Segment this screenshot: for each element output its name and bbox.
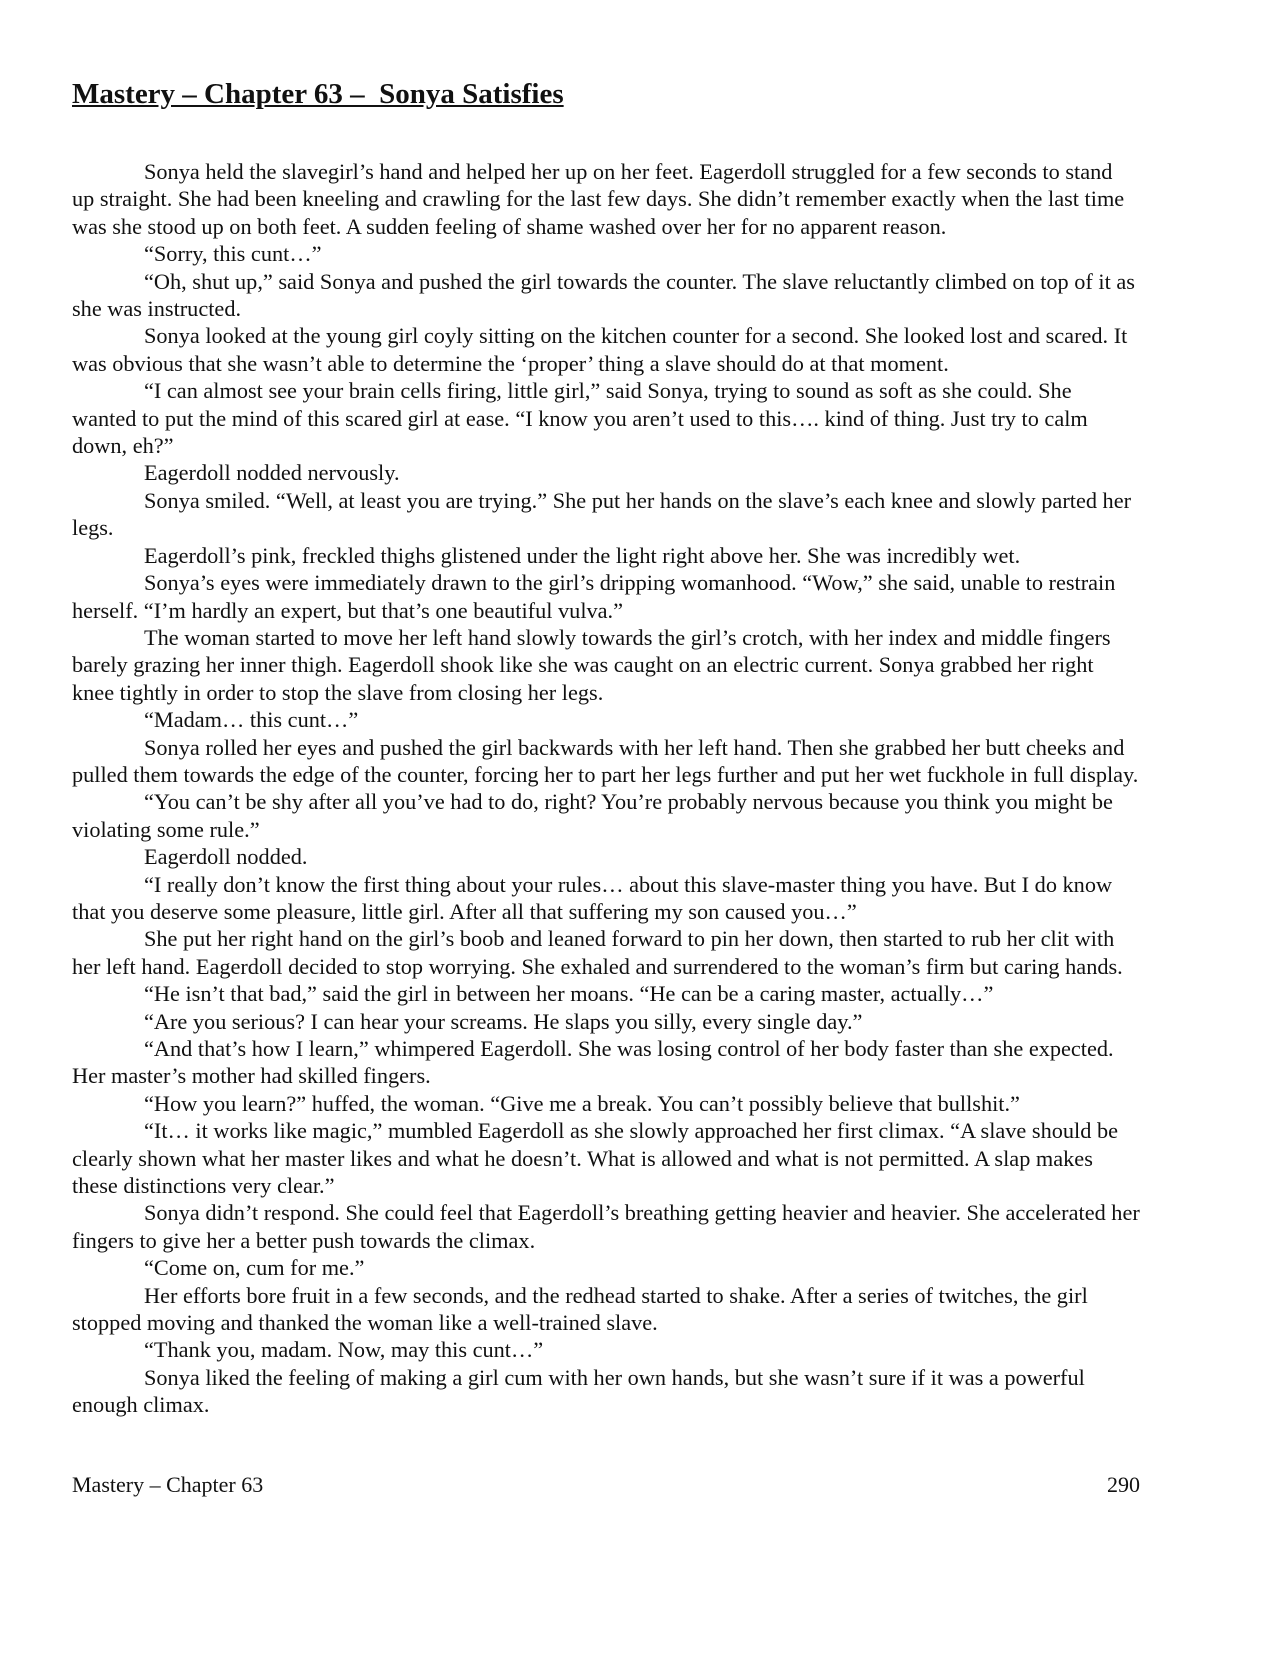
paragraph: Her efforts bore fruit in a few seconds, and the redhead started to shake. After a series of twitches, the girl stopped moving and thanked the woman like a well-trained slave. (72, 1282, 1088, 1336)
paragraph: “And that’s how I learn,” whimpered Eagerdoll. She was losing control of her body faster than she expected. Her master’s mother had skilled fingers. (72, 1036, 1114, 1089)
paragraph: Eagerdoll’s pink, freckled thighs glistened under the light right above her. She was incredibly wet. (144, 542, 1021, 568)
paragraph: Sonya rolled her eyes and pushed the girl backwards with her left hand. Then she grabbed her butt cheeks and pulled them towards the edge of the counter, forcing her to part her legs further and put her wet fuckhole in full display. (72, 734, 1139, 787)
paragraph: Sonya smiled. “Well, at least you are trying.” She put her hands on the slave’s each knee and slowly parted her legs. (72, 487, 1132, 541)
paragraph: Sonya’s eyes were immediately drawn to the girl’s dripping womanhood. “Wow,” she said, unable to restrain herself. “I’m hardly an expert, but that’s one beautiful vulva.” (72, 570, 1116, 623)
paragraph: “You can’t be shy after all you’ve had to do, right? You’re probably nervous because you think you might be violating some rule.” (72, 789, 1113, 842)
paragraph: Sonya held the slavegirl’s hand and helped her up on her feet. Eagerdoll struggled for a few seconds to stand up straight. She had been kneeling and crawling for the last few days. She didn’t remember exactly when the last time was she stood up on both feet. A sudden feeling of shame washed over her for no apparent reason. (72, 159, 1125, 239)
paragraph: Eagerdoll nodded. (144, 844, 308, 870)
paragraph: “Thank you, madam. Now, may this cunt…” (144, 1337, 544, 1363)
paragraph: “It… it works like magic,” mumbled Eagerdoll as she slowly approached her first climax. “A slave should be clearly shown what her master likes and what he doesn’t. What is allowed and what is not permitted. A slap makes these distinctions very clear.” (72, 1118, 1118, 1199)
body-text (72, 158, 1140, 1419)
page-title: Mastery – Chapter 63 – Sonya Satisfies (72, 78, 564, 110)
paragraph: Eagerdoll nodded nervously. (144, 460, 400, 486)
page-number: 290 (1107, 1472, 1140, 1497)
paragraph: The woman started to move her left hand slowly towards the girl’s crotch, with her index and middle fingers barely grazing her inner thigh. Eagerdoll shook like she was caught on an electric current. Sonya grabbed her right knee tightly in order to stop the slave from closing her legs. (72, 624, 1111, 705)
page-footer (72, 1472, 1140, 1498)
footer-chapter: Mastery – Chapter 63 (72, 1472, 264, 1497)
paragraph: “How you learn?” huffed, the woman. “Give me a break. You can’t possibly believe that bullshit.” (144, 1090, 1020, 1116)
paragraph: She put her right hand on the girl’s boob and leaned forward to pin her down, then started to rub her clit with her left hand. Eagerdoll decided to stop worrying. She exhaled and surrendered to the woman’s firm but caring hands. (72, 926, 1123, 979)
paragraph: Sonya liked the feeling of making a girl cum with her own hands, but she wasn’t sure if it was a powerful enough climax. (72, 1364, 1085, 1418)
paragraph: “Come on, cum for me.” (144, 1255, 365, 1281)
paragraph: “Sorry, this cunt…” (144, 241, 322, 267)
paragraph: Sonya looked at the young girl coyly sitting on the kitchen counter for a second. She looked lost and scared. It was obvious that she wasn’t able to determine the ‘proper’ thing a slave should do at that moment. (72, 323, 1128, 376)
paragraph: “Are you serious? I can hear your screams. He slaps you silly, every single day.” (144, 1008, 863, 1034)
paragraph: Sonya didn’t respond. She could feel that Eagerdoll’s breathing getting heavier and heavier. She accelerated her fingers to give her a better push towards the climax. (72, 1200, 1140, 1253)
paragraph: “I really don’t know the first thing about your rules… about this slave-master thing you have. But I do know that you deserve some pleasure, little girl. After all that suffering my son caused you…” (72, 871, 1113, 924)
paragraph: “Oh, shut up,” said Sonya and pushed the girl towards the counter. The slave reluctantly climbed on top of it as she was instructed. (72, 268, 1135, 322)
paragraph: “Madam… this cunt…” (144, 707, 359, 733)
paragraph: “I can almost see your brain cells firing, little girl,” said Sonya, trying to sound as soft as she could. She wanted to put the mind of this scared girl at ease. “I know you aren’t used to this…. kind of thing. Just try to calm down, eh?” (72, 378, 1088, 459)
paragraph: “He isn’t that bad,” said the girl in between her moans. “He can be a caring master, actually…” (144, 981, 994, 1007)
